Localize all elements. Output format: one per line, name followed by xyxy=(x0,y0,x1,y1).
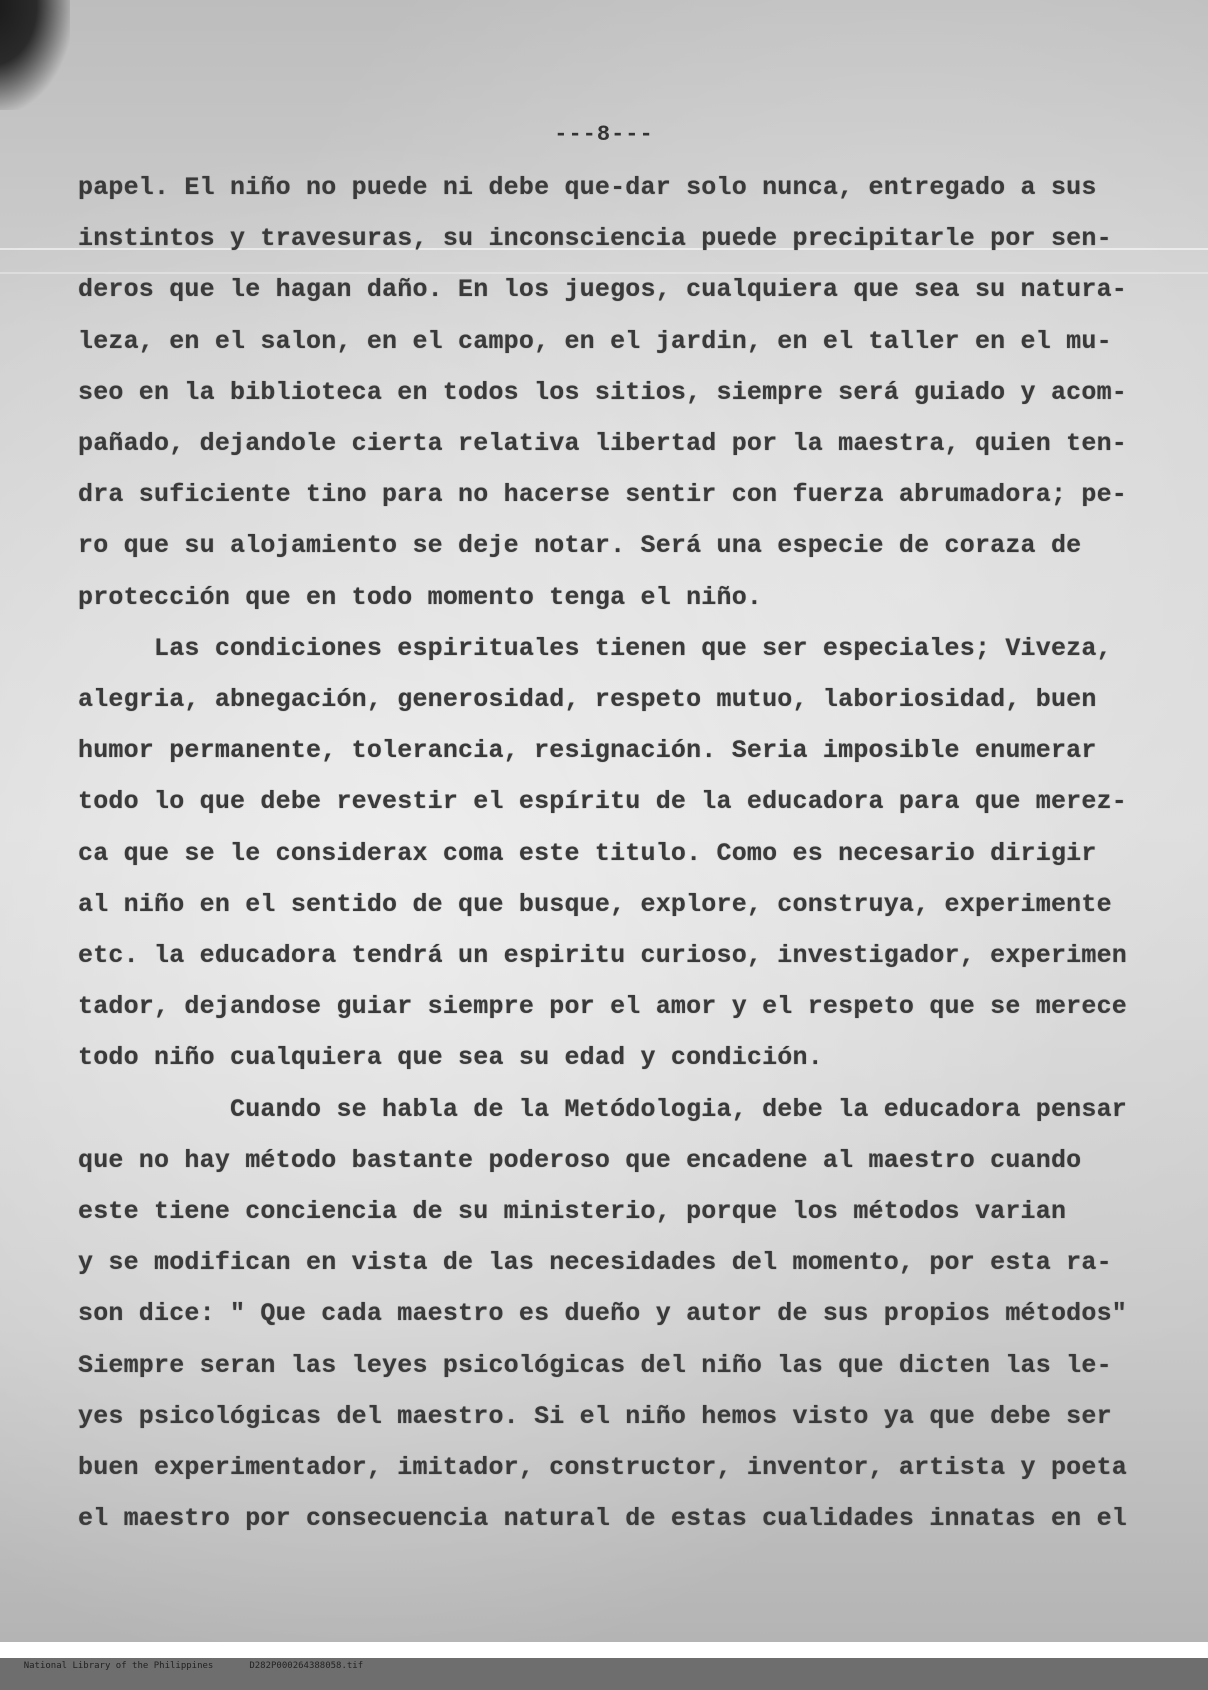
text-line: instintos y travesuras, su inconsciencia puede precipitarle por sen- xyxy=(78,224,1112,254)
text-line: Cuando se habla de la Metódologia, debe la educadora pensar xyxy=(78,1094,1127,1124)
text-line: este tiene conciencia de su ministerio, porque los métodos varian xyxy=(78,1197,1067,1227)
text-line: papel. El niño no puede ni debe que-dar solo nunca, entregado a sus xyxy=(78,173,1097,202)
text-line: seo en la biblioteca en todos los sitios, siempre será guiado y acom- xyxy=(78,377,1127,407)
text-line: Siempre seran las leyes psicológicas del niño las que dicten las le- xyxy=(78,1350,1112,1380)
text-line: son dice: " Que cada maestro es dueño y autor de sus propios métodos" xyxy=(78,1299,1127,1329)
text-line: buen experimentador, imitador, constructor, inventor, artista y poeta xyxy=(78,1453,1127,1483)
footer-library: National Library of the Philippines xyxy=(23,1661,214,1671)
text-line: al niño en el sentido de que busque, explore, construya, experimente xyxy=(78,889,1112,919)
corner-shadow xyxy=(0,0,70,110)
text-line: humor permanente, tolerancia, resignación. Seria imposible enumerar xyxy=(78,736,1097,766)
text-line: yes psicológicas del maestro. Si el niño hemos visto ya que debe ser xyxy=(78,1401,1112,1431)
text-line: el maestro por consecuencia natural de estas cualidades innatas en el xyxy=(78,1504,1127,1534)
footer-file-id: D282P000264388058.tif xyxy=(249,1661,364,1671)
text-line: todo lo que debe revestir el espíritu de la educadora para que merez- xyxy=(78,787,1127,817)
page-number: ---8--- xyxy=(554,122,654,147)
scan-footer xyxy=(0,1642,1208,1671)
text-line: todo niño cualquiera que sea su edad y condición. xyxy=(78,1043,823,1073)
text-line: pañado, dejandole cierta relativa libertad por la maestra, quien ten- xyxy=(78,429,1127,459)
text-line: que no hay método bastante poderoso que encadene al maestro cuando xyxy=(78,1145,1082,1175)
typewritten-body xyxy=(78,162,1168,1544)
text-line: leza, en el salon, en el campo, en el jardin, en el taller en el mu- xyxy=(78,326,1112,356)
text-line: ro que su alojamiento se deje notar. Será una especie de coraza de xyxy=(78,531,1082,561)
text-line: ca que se le considerax coma este titulo. Como es necesario dirigir xyxy=(78,838,1097,868)
text-line: alegria, abnegación, generosidad, respeto mutuo, laboriosidad, buen xyxy=(78,685,1097,715)
text-line: deros que le hagan daño. En los juegos, cualquiera que sea su natura- xyxy=(78,275,1127,305)
text-line: protección que en todo momento tenga el niño. xyxy=(78,582,763,612)
text-line: etc. la educadora tendrá un espiritu curioso, investigador, experimen xyxy=(78,941,1127,971)
text-line: dra suficiente tino para no hacerse sentir con fuerza abrumadora; pe- xyxy=(78,480,1127,510)
text-line: tador, dejandose guiar siempre por el amor y el respeto que se merece xyxy=(78,992,1127,1022)
text-line: Las condiciones espirituales tienen que ser especiales; Viveza, xyxy=(78,633,1112,663)
text-line: y se modifican en vista de las necesidades del momento, por esta ra- xyxy=(78,1248,1112,1278)
